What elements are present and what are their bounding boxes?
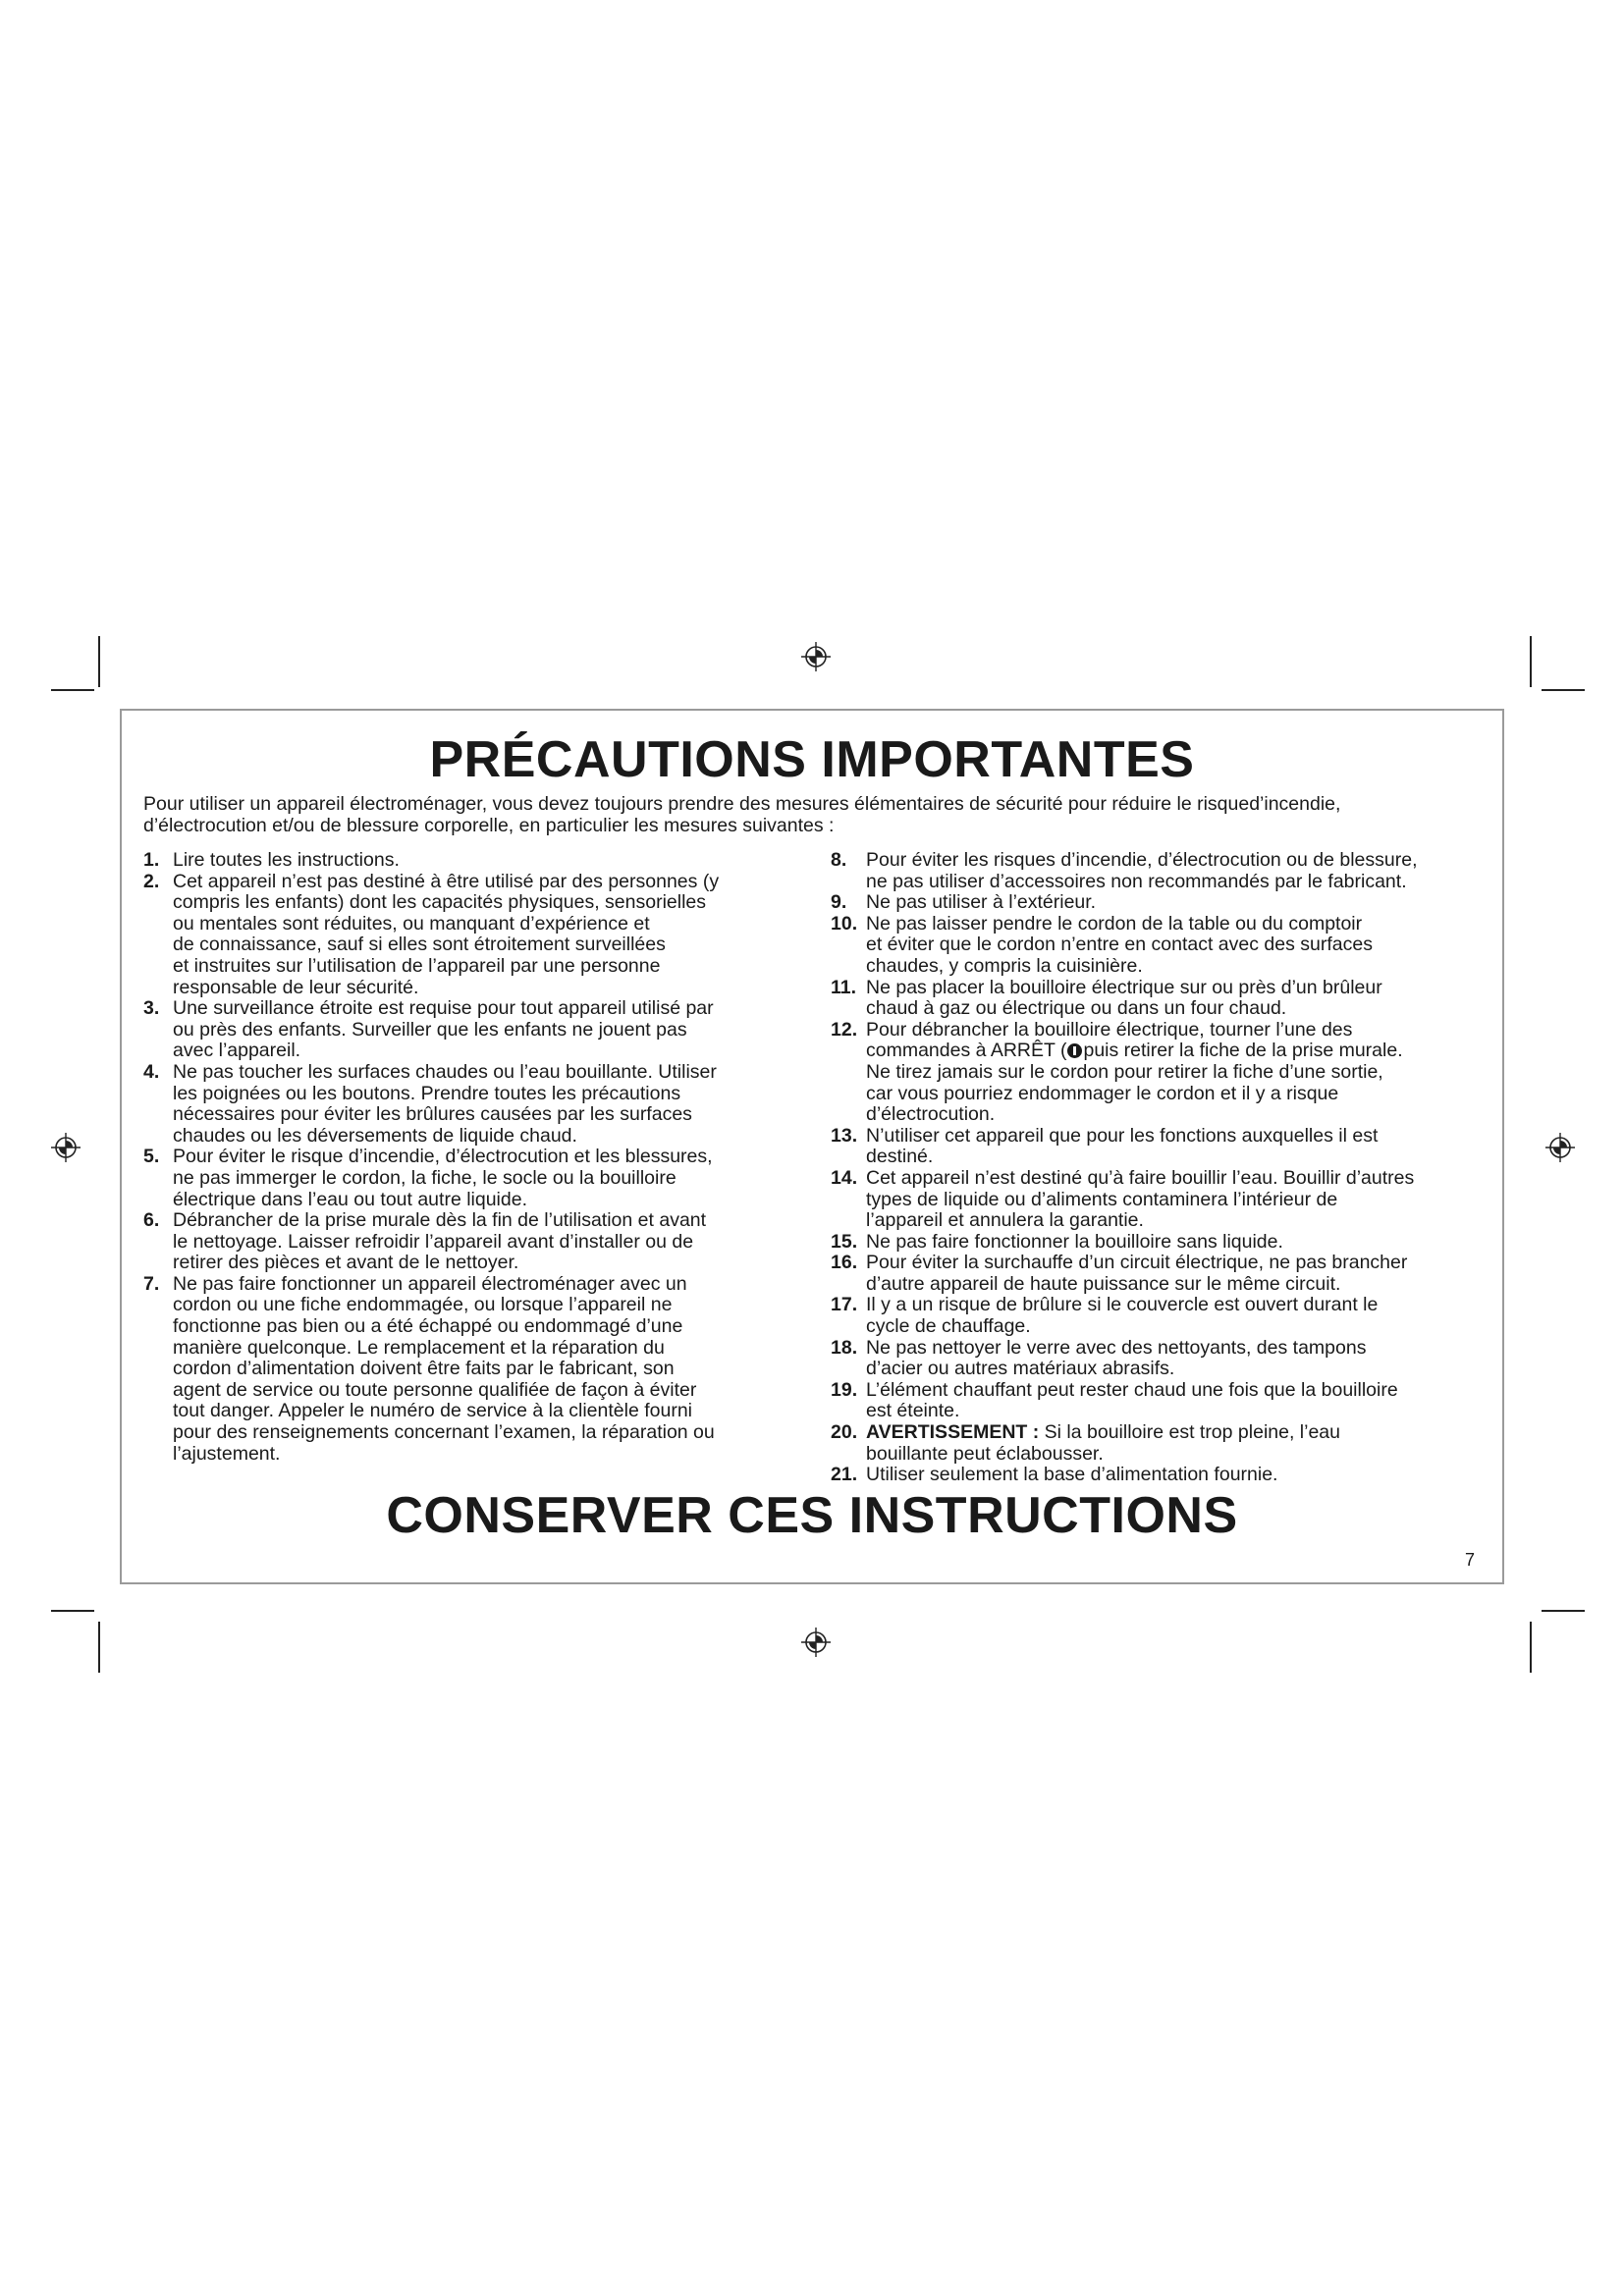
list-item: [831, 1295, 1498, 1337]
page-frame: [120, 709, 1504, 1584]
list-item: [143, 1062, 811, 1147]
item-number: 20.: [831, 1421, 858, 1444]
item-line: Pour débrancher la bouilloire électrique, tourner l’une des: [866, 1018, 1353, 1041]
item-number: 13.: [831, 1124, 858, 1147]
item-line: Ne pas faire fonctionner un appareil électroménager avec un: [173, 1272, 687, 1295]
crop-mark: [1542, 1610, 1585, 1612]
crop-mark: [98, 1622, 100, 1673]
item-line: Ne pas nettoyer le verre avec des nettoyants, des tampons: [866, 1336, 1367, 1359]
item-line: Pour éviter les risques d’incendie, d’électrocution ou de blessure,: [866, 849, 1418, 871]
item-line: Ne pas laisser pendre le cordon de la table ou du comptoir: [866, 912, 1363, 934]
crop-mark: [1530, 636, 1532, 687]
item-line: d’autre appareil de haute puissance sur le même circuit.: [866, 1272, 1341, 1295]
item-line: les poignées ou les boutons. Prendre toutes les précautions: [173, 1082, 681, 1104]
list-item: [143, 1274, 811, 1465]
item-line: l’appareil et annulera la garantie.: [866, 1209, 1144, 1232]
item-line: Utiliser seulement la base d’alimentation fournie.: [866, 1464, 1278, 1486]
item-number: 5.: [143, 1146, 160, 1168]
item-line: pour des renseignements concernant l’examen, la réparation ou: [173, 1421, 715, 1444]
item-number: 15.: [831, 1230, 858, 1253]
item-line: le nettoyage. Laisser refroidir l’appareil avant d’installer ou de: [173, 1230, 694, 1253]
item-number: 21.: [831, 1464, 858, 1486]
item-line: Lire toutes les instructions.: [173, 849, 400, 871]
item-line: Une surveillance étroite est requise pour tout appareil utilisé par: [173, 997, 714, 1020]
list-item: [831, 1338, 1498, 1380]
item-line: Pour éviter le risque d’incendie, d’électrocution et les blessures,: [173, 1146, 713, 1168]
item-number: 19.: [831, 1378, 858, 1401]
item-line: de connaissance, sauf si elles sont étroitement surveillées: [173, 934, 666, 956]
registration-mark-icon: [801, 1628, 831, 1657]
item-number: 9.: [831, 891, 847, 914]
item-line: tout danger. Appeler le numéro de service à la clientèle fourni: [173, 1400, 692, 1422]
item-number: 14.: [831, 1166, 858, 1189]
crop-mark: [98, 636, 100, 687]
item-number: 2.: [143, 870, 160, 892]
item-line: Ne tirez jamais sur le cordon pour retirer la fiche d’une sortie,: [866, 1060, 1383, 1083]
item-line: compris les enfants) dont les capacités physiques, sensorielles: [173, 891, 707, 914]
power-button-icon: [1067, 1043, 1082, 1058]
item-line: car vous pourriez endommager le cordon et il y a risque: [866, 1082, 1339, 1104]
item-number: 3.: [143, 997, 160, 1020]
item-line: et instruites sur l’utilisation de l’appareil par une personne: [173, 954, 661, 977]
item-line: cordon d’alimentation doivent être faits par le fabricant, son: [173, 1358, 675, 1380]
item-number: 1.: [143, 849, 160, 871]
list-item: [831, 1465, 1498, 1486]
item-line: destiné.: [866, 1146, 934, 1168]
item-number: 11.: [831, 976, 857, 998]
item-line: chaudes ou les déversements de liquide chaud.: [173, 1124, 577, 1147]
footer-title: CONSERVER CES INSTRUCTIONS: [386, 1487, 1238, 1544]
item-line: ou près des enfants. Surveiller que les enfants ne jouent pas: [173, 1018, 687, 1041]
item-line: est éteinte.: [866, 1400, 960, 1422]
item-line: électrique dans l’eau ou tout autre liquide.: [173, 1188, 527, 1210]
left-column-list: [143, 850, 811, 1465]
item-line: Pour éviter la surchauffe d’un circuit électrique, ne pas brancher: [866, 1252, 1408, 1274]
item-line: L’élément chauffant peut rester chaud une fois que la bouilloire: [866, 1378, 1398, 1401]
list-item: [143, 850, 811, 872]
crop-mark: [1530, 1622, 1532, 1673]
item-line: types de liquide ou d’aliments contaminera l’intérieur de: [866, 1188, 1338, 1210]
item-line: et éviter que le cordon n’entre en contact avec des surfaces: [866, 934, 1373, 956]
item-line: responsable de leur sécurité.: [173, 976, 419, 998]
list-item: [143, 1147, 811, 1210]
right-column-list: [831, 850, 1498, 1486]
item-line: ne pas immerger le cordon, la fiche, le socle ou la bouilloire: [173, 1166, 677, 1189]
item-number: 4.: [143, 1060, 160, 1083]
warning-label: AVERTISSEMENT :: [866, 1421, 1040, 1444]
item-number: 7.: [143, 1272, 160, 1295]
item-number: 17.: [831, 1294, 858, 1316]
item-text: commandes à ARRÊT (: [866, 1040, 1067, 1062]
list-item: [831, 914, 1498, 978]
list-item: [831, 850, 1498, 892]
item-line: avec l’appareil.: [173, 1040, 301, 1062]
item-line: Ne pas utiliser à l’extérieur.: [866, 891, 1097, 914]
item-line: Ne pas toucher les surfaces chaudes ou l’eau bouillante. Utiliser: [173, 1060, 717, 1083]
list-item: [831, 978, 1498, 1020]
item-number: 16.: [831, 1252, 858, 1274]
item-line: bouillante peut éclabousser.: [866, 1442, 1104, 1465]
page-number: 7: [1464, 1550, 1475, 1570]
item-number: 10.: [831, 912, 858, 934]
item-line: [866, 1422, 1498, 1444]
item-line: Débrancher de la prise murale dès la fin de l’utilisation et avant: [173, 1209, 707, 1232]
item-line: ne pas utiliser d’accessoires non recommandés par le fabricant.: [866, 870, 1407, 892]
intro-line: Pour utiliser un appareil électroménager, vous devez toujours prendre des mesures élémentaires de sécurité pour réduire le risqued’incendie,: [143, 793, 1341, 815]
item-line: cycle de chauffage.: [866, 1315, 1031, 1338]
list-item: [143, 872, 811, 999]
item-line: Il y a un risque de brûlure si le couvercle est ouvert durant le: [866, 1294, 1379, 1316]
crop-mark: [51, 1610, 94, 1612]
item-number: 12.: [831, 1018, 858, 1041]
item-line: manière quelconque. Le remplacement et la réparation du: [173, 1336, 665, 1359]
item-line: l’ajustement.: [173, 1442, 281, 1465]
intro-line: d’électrocution et/ou de blessure corporelle, en particulier les mesures suivantes :: [143, 815, 835, 836]
list-item: [831, 1232, 1498, 1254]
list-item: [831, 1380, 1498, 1422]
item-number: 8.: [831, 849, 847, 871]
list-item: [831, 892, 1498, 914]
item-line: Ne pas placer la bouilloire électrique sur ou près d’un brûleur: [866, 976, 1382, 998]
registration-mark-icon: [1545, 1133, 1575, 1162]
intro-paragraph: [143, 793, 1481, 836]
item-line: d’acier ou autres matériaux abrasifs.: [866, 1358, 1175, 1380]
item-line: agent de service ou toute personne qualifiée de façon à éviter: [173, 1378, 697, 1401]
list-item: [831, 1422, 1498, 1465]
item-line: chaudes, y compris la cuisinière.: [866, 954, 1143, 977]
item-line: Ne pas faire fonctionner la bouilloire sans liquide.: [866, 1230, 1283, 1253]
item-text: puis retirer la fiche de la prise murale.: [1083, 1040, 1403, 1062]
item-line: Cet appareil n’est pas destiné à être utilisé par des personnes (y: [173, 870, 720, 892]
item-line: cordon ou une fiche endommagée, ou lorsque l’appareil ne: [173, 1294, 673, 1316]
item-number: 18.: [831, 1336, 858, 1359]
item-line: chaud à gaz ou électrique ou dans un four chaud.: [866, 997, 1287, 1020]
crop-mark: [1542, 689, 1585, 691]
item-line: Cet appareil n’est destiné qu’à faire bouillir l’eau. Bouillir d’autres: [866, 1166, 1415, 1189]
item-line: N’utiliser cet appareil que pour les fonctions auxquelles il est: [866, 1124, 1379, 1147]
list-item: [831, 1126, 1498, 1168]
registration-mark-icon: [51, 1133, 81, 1162]
list-item: [831, 1020, 1498, 1126]
page-title: PRÉCAUTIONS IMPORTANTES: [429, 731, 1195, 788]
list-item: [831, 1253, 1498, 1295]
item-line: ou mentales sont réduites, ou manquant d’expérience et: [173, 912, 650, 934]
item-text: Si la bouilloire est trop pleine, l’eau: [1039, 1421, 1340, 1444]
item-line: nécessaires pour éviter les brûlures causées par les surfaces: [173, 1103, 692, 1126]
item-line: [866, 1041, 1498, 1062]
registration-mark-icon: [801, 642, 831, 671]
list-item: [143, 1210, 811, 1274]
item-line: retirer des pièces et avant de le nettoyer.: [173, 1252, 519, 1274]
list-item: [831, 1168, 1498, 1232]
item-number: 6.: [143, 1209, 160, 1232]
item-line: fonctionne pas bien ou a été échappé ou endommagé d’une: [173, 1315, 683, 1338]
crop-mark: [51, 689, 94, 691]
list-item: [143, 998, 811, 1062]
item-line: d’électrocution.: [866, 1103, 996, 1126]
